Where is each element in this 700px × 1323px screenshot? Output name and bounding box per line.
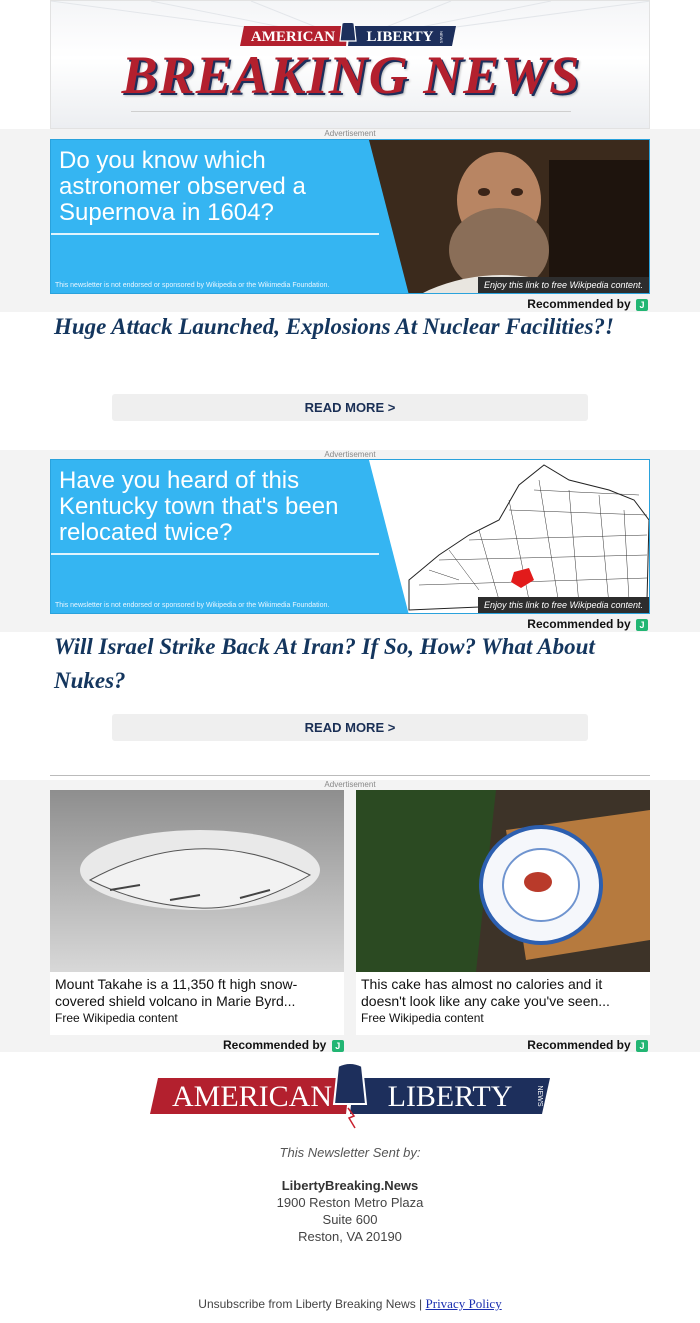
rec-title: Mount Takahe is a 11,350 ft high snow-covered shield volcano in Marie Byrd... [55,976,298,1009]
ad-enjoy-link[interactable]: Enjoy this link to free Wikipedia content. [478,597,649,613]
address-line-2: Suite 600 [322,1212,378,1227]
wiki-ad-astronomer[interactable] [50,139,650,294]
kentucky-map-image [369,460,649,614]
ad-rule [51,233,379,235]
recommended-by-badge[interactable] [527,297,648,311]
recommended-by-badge[interactable] [527,1038,648,1052]
logo-news-tag: NEWS [439,31,444,43]
sender-address [0,1177,700,1245]
breaking-news-title: BREAKING NEWS [121,45,581,105]
rec-card-volcano[interactable] [50,790,344,1035]
sent-by-label: This Newsletter Sent by: [279,1145,421,1160]
read-more-button[interactable]: READ MORE > [112,714,588,741]
recommended-by-text: Recommended by [527,1038,631,1052]
recommended-by-text: Recommended by [527,297,631,311]
ad-disclaimer: This newsletter is not endorsed or sponsored by Wikipedia or the Wikimedia Foundation. [55,282,330,289]
logo-liberty-text: LIBERTY [366,29,434,45]
recommended-by-badge[interactable] [223,1038,344,1052]
logo-american-text: AMERICAN [250,29,336,45]
footer-american-liberty-logo[interactable] [150,1058,550,1130]
footer-logo-american-text: AMERICAN [171,1080,333,1113]
header-banner[interactable] [50,0,650,129]
outbrain-logo-icon: J [636,619,648,631]
outbrain-logo-icon: J [636,299,648,311]
outbrain-logo-icon: J [636,1040,648,1052]
article-headline[interactable]: Huge Attack Launched, Explosions At Nuclear Facilities?! [54,314,614,339]
unsubscribe-line [0,1296,700,1312]
volcano-image [50,790,344,972]
ad-disclaimer: This newsletter is not endorsed or sponsored by Wikipedia or the Wikimedia Foundation. [55,602,330,609]
ad-label: Advertisement [324,780,376,789]
footer-logo-liberty-text: LIBERTY [387,1080,513,1113]
ad-question: Have you heard of this Kentucky town that's been relocated twice? [59,467,339,546]
sender-org: LibertyBreaking.News [281,1178,419,1193]
article-headline[interactable]: Will Israel Strike Back At Iran? If So, How? What About Nukes? [54,634,595,693]
rec-source: Free Wikipedia content [55,1011,178,1025]
rec-title: This cake has almost no calories and it doesn't look like any cake you've seen... [361,976,610,1009]
read-more-button[interactable]: READ MORE > [112,394,588,421]
ad-enjoy-link[interactable]: Enjoy this link to free Wikipedia content. [478,277,649,293]
liberty-bell-icon [340,23,356,41]
astronomer-portrait-image [369,140,649,294]
ad-label: Advertisement [324,129,376,138]
footer-logo-news-tag: NEWS [536,1085,543,1107]
recommended-by-text: Recommended by [223,1038,327,1052]
recommended-by-badge[interactable] [527,617,648,631]
recommended-by-text: Recommended by [527,617,631,631]
ad-question: Do you know which astronomer observed a Supernova in 1604? [59,147,306,226]
wiki-ad-kentucky[interactable] [50,459,650,614]
header-divider [131,111,571,112]
address-line-1: 1900 Reston Metro Plaza [276,1195,424,1210]
privacy-policy-link[interactable]: Privacy Policy [425,1296,502,1311]
unsubscribe-link[interactable]: Unsubscribe from Liberty Breaking News | [198,1297,423,1311]
liberty-bell-icon [334,1063,366,1104]
ad-label: Advertisement [324,450,376,459]
outbrain-logo-icon: J [332,1040,344,1052]
ad-rule [51,553,379,555]
rec-card-cake[interactable] [356,790,650,1035]
address-line-3: Reston, VA 20190 [298,1229,402,1244]
cake-plate-image [356,790,650,972]
section-divider [50,775,650,776]
rec-source: Free Wikipedia content [361,1011,484,1025]
